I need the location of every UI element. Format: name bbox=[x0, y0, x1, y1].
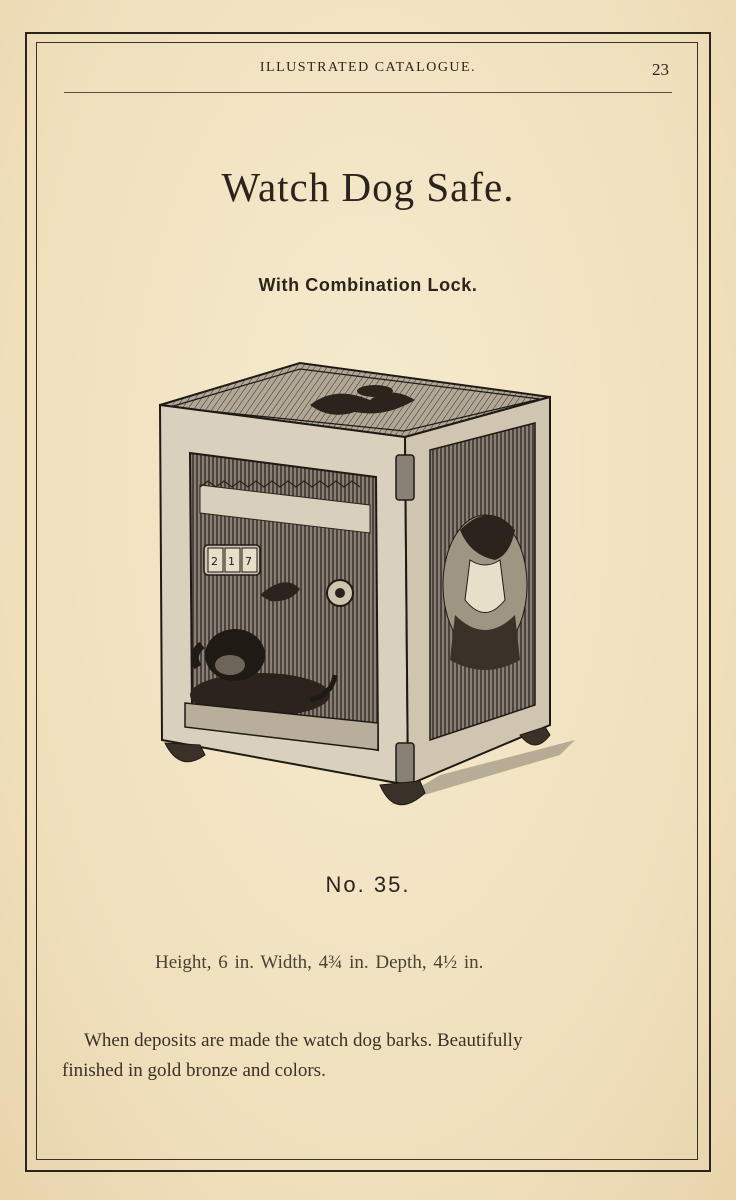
upper-hinge bbox=[396, 455, 414, 500]
product-title: Watch Dog Safe. bbox=[221, 164, 515, 210]
dial-digit-1: 2 bbox=[211, 555, 218, 568]
front-left-foot bbox=[165, 743, 205, 762]
model-number: No. 35. bbox=[325, 872, 411, 897]
running-header: ILLUSTRATED CATALOGUE. bbox=[259, 60, 477, 75]
coin-slot bbox=[357, 385, 393, 397]
dial-digit-2: 1 bbox=[228, 555, 235, 568]
dimensions: Height, 6 in. Width, 4¾ in. Depth, 4½ in. bbox=[155, 952, 484, 973]
product-description bbox=[62, 1026, 674, 1086]
lower-hinge bbox=[396, 743, 414, 783]
front-right-foot bbox=[380, 781, 425, 805]
header-rule bbox=[64, 92, 672, 93]
dial-digit-3: 7 bbox=[245, 555, 252, 568]
bust-medallion bbox=[443, 515, 527, 670]
product-subtitle: With Combination Lock. bbox=[258, 275, 478, 295]
description-line-1: When deposits are made the watch dog barks. Beautifully bbox=[84, 1030, 523, 1051]
safe-illustration bbox=[140, 355, 580, 830]
page-number: 23 bbox=[652, 60, 669, 79]
description-line-2: finished in gold bronze and colors. bbox=[62, 1060, 326, 1081]
